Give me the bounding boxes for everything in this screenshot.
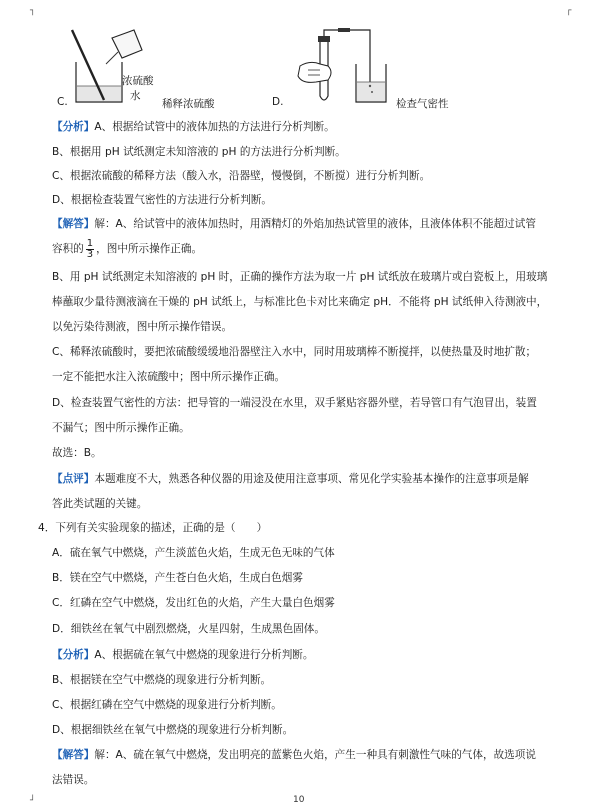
comment-line-2: 答此类试题的关键。	[52, 498, 148, 510]
caption-dilute-acid: 稀释浓硫酸	[162, 98, 215, 110]
question-4-stem: 4．下列有关实验现象的描述，正确的是（ ）	[38, 522, 268, 534]
question-4-answer-2: 法错误。	[52, 774, 95, 786]
hand	[298, 62, 331, 82]
stopper	[318, 36, 330, 42]
question-4-option-a: A．硫在氧气中燃烧，产生淡蓝色火焰，生成无色无味的气体	[52, 547, 335, 559]
answer-line-fraction: 容积的 $\frac{1}{3}$ ，图中所示操作正确。	[52, 237, 203, 260]
answer-line-a: 【解答】解：A、给试管中的液体加热时，用酒精灯的外焰加热试管里的液体，且液体体积不能超过试管	[52, 218, 536, 230]
question-4-option-d: D．细铁丝在氧气中剧烈燃烧，火星四射，生成黑色固体。	[52, 623, 325, 635]
question-4-option-b: B．镁在空气中燃烧，产生苍白色火焰，生成白色烟雾	[52, 572, 303, 584]
option-c-label: C.	[57, 96, 68, 108]
answer-line-b1: B、用 pH 试纸测定未知溶液的 pH 时，正确的操作方法为取一片 pH 试纸放在玻璃片或白瓷板上，用玻璃	[52, 271, 548, 283]
comment-line-1: 【点评】本题难度不大，熟悉各种仪器的用途及使用注意事项、常见化学实验基本操作的注意事项是解	[52, 473, 529, 485]
answer-line-c1: C、稀释浓硫酸时，要把浓硫酸缓缓地沿器壁注入水中，同时用玻璃棒不断搅拌，以使热量及时地扩散；	[52, 346, 537, 358]
answer-line-d1: D、检查装置气密性的方法：把导管的一端浸没在水里，双手紧贴容器外壁，若导管口有气泡冒出，装置	[52, 397, 537, 409]
question-4-analysis-b: B、根据镁在空气中燃烧的现象进行分析判断。	[52, 674, 272, 686]
corner-mark-bottom-left: ┘	[30, 796, 36, 806]
analysis-line-b: B、根据用 pH 试纸测定未知溶液的 pH 的方法进行分析判断。	[52, 146, 346, 158]
question-4-analysis-d: D、根据细铁丝在氧气中燃烧的现象进行分析判断。	[52, 724, 294, 736]
question-4-answer-1: 【解答】解：A、硫在氧气中燃烧，发出明亮的蓝紫色火焰，产生一种具有刺激性气味的气体，故选项说	[52, 749, 536, 761]
analysis-line-d: D、根据检查装置气密性的方法进行分析判断。	[52, 194, 273, 206]
question-4-option-c: C．红磷在空气中燃烧，发出红色的火焰，产生大量白色烟雾	[52, 597, 335, 609]
corner-mark-top-right: ┌	[566, 6, 572, 16]
answer-line-d2: 不漏气；图中所示操作正确。	[52, 422, 190, 434]
question-4-analysis-a: 【分析】A、根据硫在氧气中燃烧的现象进行分析判断。	[52, 649, 314, 661]
question-4-analysis-c: C、根据红磷在空气中燃烧的现象进行分析判断。	[52, 699, 282, 711]
analysis-line-c: C、根据浓硫酸的稀释方法（酸入水，沿器壁，慢慢倒，不断搅）进行分析判断。	[52, 170, 431, 182]
answer-line-c2: 一定不能把水注入浓硫酸中；图中所示操作正确。	[52, 371, 286, 383]
option-d-label: D.	[272, 96, 284, 108]
page-number: 10	[293, 795, 305, 805]
answer-line-b2: 棒蘸取少量待测液滴在干燥的 pH 试纸上，与标准比色卡对比来确定 pH．不能将 pH 试纸伸入待测液中，	[52, 296, 548, 308]
caption-airtightness: 检查气密性	[396, 98, 449, 110]
answer-line-b3: 以免污染待测液，图中所示操作错误。	[52, 321, 233, 333]
dilute-acid-figure	[62, 24, 157, 104]
label-concentrated-acid: 浓硫酸	[122, 75, 154, 87]
analysis-line-a: 【分析】A、根据给试管中的液体加热的方法进行分析判断。	[52, 121, 335, 133]
label-water: 水	[130, 90, 141, 102]
airtightness-figure	[290, 26, 396, 110]
corner-mark-top-left: ┐	[30, 6, 36, 16]
answer-choice: 故选：B。	[52, 447, 102, 459]
fraction-one-third: $\frac{1}{3}$	[86, 237, 94, 260]
